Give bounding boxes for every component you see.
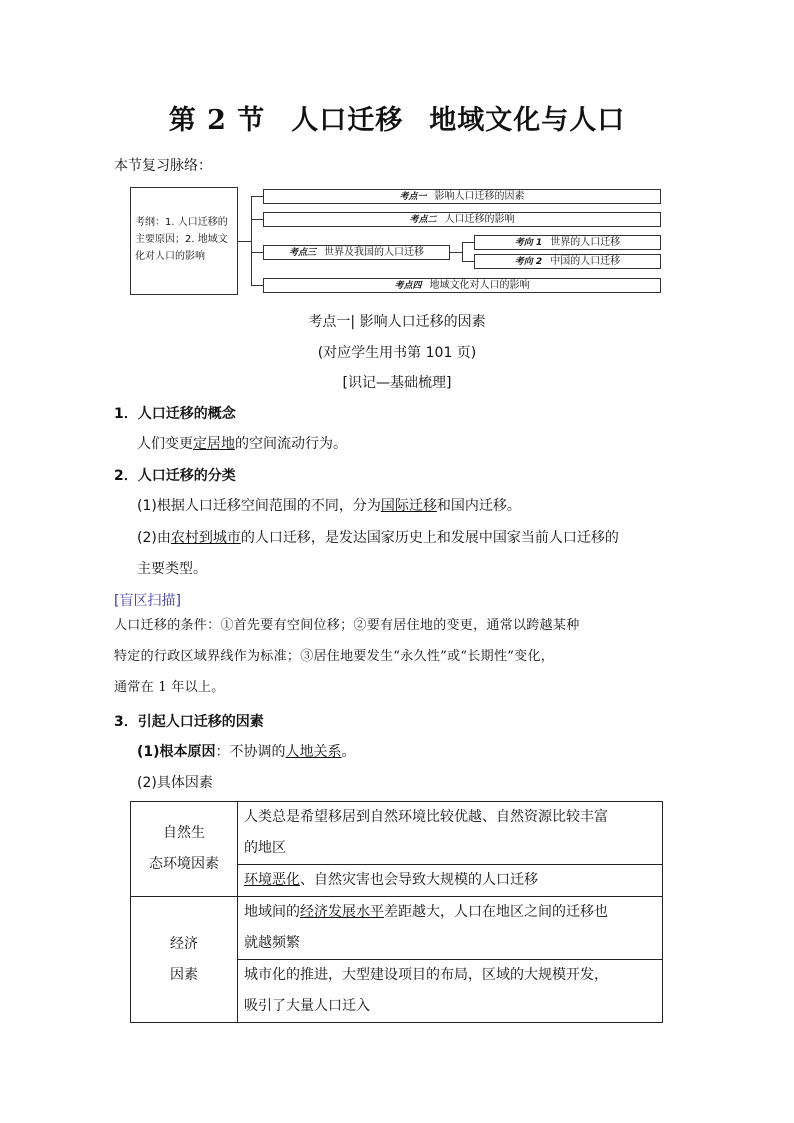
text: (2)由 xyxy=(137,530,171,546)
connector xyxy=(450,252,462,253)
section-3-heading: 3．引起人口迁移的因素 xyxy=(114,714,264,730)
connector xyxy=(251,196,263,197)
node-key: 考点一 xyxy=(399,192,427,202)
category-label: 自然生 xyxy=(163,825,205,841)
category-label: 经济 xyxy=(170,935,198,952)
node-text: 中国的人口迁移 xyxy=(550,256,621,267)
mindmap-node xyxy=(263,212,661,227)
kaodian-heading: 考点一| 影响人口迁移的因素 xyxy=(308,314,486,330)
title-part-2: 地域文化与人口 xyxy=(429,105,626,136)
mindmap-node xyxy=(263,278,661,293)
cell-line: 城市化的推进，大型建设项目的布局，区域的大规模开发， xyxy=(244,967,608,983)
node-text: 影响人口迁移的因素 xyxy=(434,191,525,202)
section-2-item-2 xyxy=(137,527,619,547)
connector xyxy=(251,252,263,253)
title-part-1: 人口迁移 xyxy=(291,105,404,136)
text: 的人口迁移，是发达国家历史上和发展中国家当前人口迁移的 xyxy=(240,530,619,546)
node-key: 考向 1 xyxy=(514,238,543,248)
text: 。 xyxy=(341,744,356,760)
blind-zone-line: 通常在 1 年以上。 xyxy=(114,680,225,695)
node-text: 世界及我国的人口迁移 xyxy=(324,247,424,258)
table-row xyxy=(131,897,663,960)
text: ：不协调的 xyxy=(215,744,286,760)
connector xyxy=(462,261,474,262)
node-key: 考点二 xyxy=(409,215,437,225)
section-2-heading: 2．人口迁移的分类 xyxy=(114,468,236,484)
content-cell xyxy=(238,865,663,897)
label: (1)根本原因 xyxy=(137,744,216,760)
mindmap-node xyxy=(263,245,450,260)
mindmap-root-line: 化对人口的影响 xyxy=(135,251,205,262)
mindmap-subnode xyxy=(474,254,661,269)
category-cell xyxy=(131,802,238,897)
content-cell xyxy=(238,897,663,960)
mindmap-subnode xyxy=(474,235,661,250)
section-1-text xyxy=(137,433,347,453)
outline-label: 本节复习脉络： xyxy=(114,158,212,174)
blind-zone-line: 人口迁移的条件：①首先要有空间位移；②要有居住地的变更，通常以跨越某种 xyxy=(114,618,580,633)
underlined-answer: 环境恶化 xyxy=(244,872,300,888)
section-1-heading: 1．人口迁移的概念 xyxy=(114,406,236,422)
node-key: 考点四 xyxy=(394,281,422,291)
node-text: 人口迁移的影响 xyxy=(444,214,515,225)
node-key: 考点三 xyxy=(288,248,316,258)
underlined-answer: 人地关系 xyxy=(285,744,342,760)
section-3-item-1 xyxy=(137,741,356,761)
content-cell xyxy=(238,960,663,1023)
underlined-answer: 经济发展水平 xyxy=(300,904,384,920)
mindmap-root-line: 考纲：1. 人口迁移的 xyxy=(135,217,228,228)
mindmap-root xyxy=(130,187,238,295)
cell-line: 人类总是希望移居到自然环境比较优越、自然资源比较丰富 xyxy=(244,809,608,825)
cell-line: 的地区 xyxy=(244,840,286,856)
node-text: 地域文化对人口的影响 xyxy=(429,280,530,291)
factors-table xyxy=(130,801,663,1023)
section-3-item-2: (2)具体因素 xyxy=(137,775,213,791)
category-cell xyxy=(131,897,238,1023)
category-label: 态环境因素 xyxy=(149,856,219,872)
connector xyxy=(462,242,463,262)
cell-line: 吸引了大量人口迁入 xyxy=(244,998,370,1014)
connector xyxy=(462,242,474,243)
blind-zone-label: [盲区扫描] xyxy=(114,593,181,609)
text: (1)根据人口迁移空间范围的不同，分为 xyxy=(137,498,381,514)
table-row xyxy=(131,802,663,865)
text: 地域间的 xyxy=(244,904,300,920)
section-2-item-2-cont: 主要类型。 xyxy=(137,561,207,577)
section-number: 第 2 节 xyxy=(168,105,266,136)
node-key: 考向 2 xyxy=(514,257,543,267)
content-cell xyxy=(238,802,663,865)
connector xyxy=(251,219,263,220)
mindmap-node xyxy=(263,189,661,204)
connector xyxy=(238,241,251,242)
connector xyxy=(251,285,263,286)
memo-heading: [识记—基础梳理] xyxy=(342,375,452,391)
text: 的空间流动行为。 xyxy=(235,436,347,452)
underlined-answer: 国际迁移 xyxy=(380,498,437,514)
text: 和国内迁移。 xyxy=(436,498,521,514)
node-text: 世界的人口迁移 xyxy=(550,237,621,248)
text: 人们变更 xyxy=(137,436,193,452)
book-reference: (对应学生用书第 101 页) xyxy=(317,345,477,361)
mindmap-root-line: 主要原因；2. 地域文 xyxy=(135,234,228,245)
underlined-answer: 农村到城市 xyxy=(170,530,241,546)
text: 差距越大，人口在地区之间的迁移也 xyxy=(384,904,608,920)
cell-line: 就越频繁 xyxy=(244,935,300,951)
connector xyxy=(251,196,252,286)
section-2-item-1 xyxy=(137,495,521,515)
page-title xyxy=(0,98,794,137)
text: 、自然灾害也会导致大规模的人口迁移 xyxy=(300,872,538,888)
category-label: 因素 xyxy=(170,966,198,983)
underlined-answer: 定居地 xyxy=(193,436,235,452)
blind-zone-line: 特定的行政区域界线作为标准；③居住地要发生“永久性”或“长期性”变化， xyxy=(114,649,555,664)
